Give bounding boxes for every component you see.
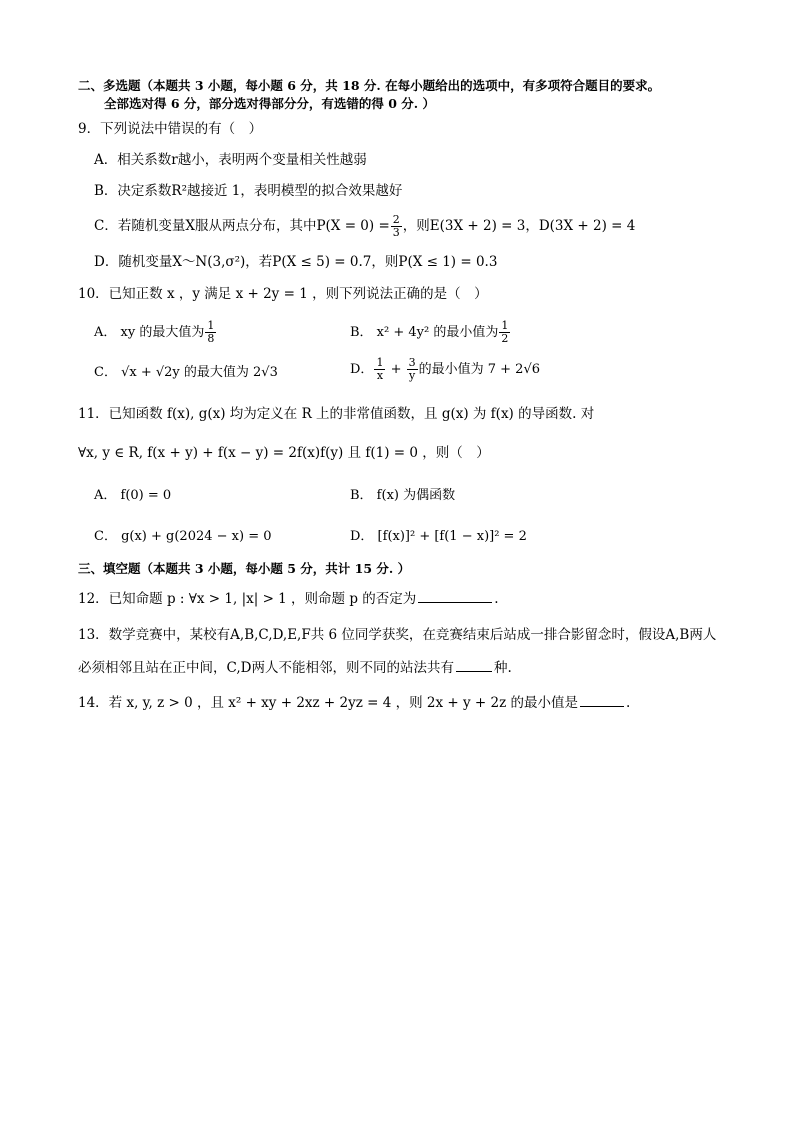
q14	[78, 694, 630, 712]
q9-option-c-prefix: C．若随机变量X服从两点分布，其中P(X = 0) =	[94, 218, 390, 234]
q14-prefix: 14．若 x, y, z > 0 ，且 x² + xy + 2xz + 2yz = 4 ，则 2x + y + 2z 的最小值是	[78, 695, 579, 711]
q11-stem-line2: ∀x, y ∈ R, f(x + y) + f(x − y) = 2f(x)f(y) 且 f(1) = 0 ，则（ ）	[78, 445, 490, 461]
q11-option-c: C． g(x) + g(2024 − x) = 0	[94, 529, 272, 544]
fraction-numerator: 1	[376, 356, 384, 369]
q12	[78, 590, 499, 608]
q10-option-b	[350, 320, 511, 345]
q11-option-d: D． [f(x)]² + [f(1 − x)]² = 2	[350, 529, 527, 544]
q11-stem-line1: 11．已知函数 f(x), g(x) 均为定义在 R 上的非常值函数，且 g(x) 为 f(x) 的导函数. 对	[78, 406, 595, 422]
section2-header-line1: 二、多选题（本题共 3 小题，每小题 6 分，共 18 分. 在每小题给出的选项中，有多项符合题目的要求。	[78, 78, 661, 93]
q14-suffix: .	[626, 695, 631, 711]
q12-prefix: 12．已知命题 p : ∀x > 1, |x| > 1 ，则命题 p 的否定为	[78, 591, 417, 607]
fraction-denominator: 2	[501, 332, 509, 345]
fraction-denominator: 8	[207, 332, 215, 345]
q9-option-b: B．决定系数R²越接近 1，表明模型的拟合效果越好	[94, 183, 403, 199]
fraction-numerator: 2	[392, 213, 400, 226]
section2-header-line2: 全部选对得 6 分，部分选对得部分分，有选错的得 0 分. ）	[104, 96, 436, 111]
fraction-denominator: x	[376, 369, 384, 382]
q13-line1: 13．数学竞赛中，某校有A,B,C,D,E,F共 6 位同学获奖，在竞赛结束后站成一排合影留念时，假设A,B两人	[78, 627, 717, 643]
q11-option-b: B． f(x) 为偶函数	[350, 488, 456, 503]
q10-option-d-prefix: D．	[350, 362, 374, 377]
q9-option-a: A．相关系数r越小，表明两个变量相关性越弱	[94, 152, 367, 168]
q11-option-a: A． f(0) = 0	[94, 488, 172, 503]
q13-line2	[78, 659, 512, 677]
q9-option-d: D．随机变量X～N(3,σ²)，若P(X ≤ 5) = 0.7，则P(X ≤ 1) = 0.3	[94, 254, 498, 270]
q13-line2-prefix: 必须相邻且站在正中间，C,D两人不能相邻，则不同的站法共有	[78, 660, 454, 676]
q12-suffix: .	[494, 591, 499, 607]
q9-option-c	[94, 214, 635, 239]
q10-option-a-prefix: A． xy 的最大值为	[94, 325, 205, 340]
q9-option-c-suffix: ，则E(3X + 2) = 3，D(3X + 2) = 4	[402, 218, 636, 234]
q10-option-d-fraction-2	[407, 357, 418, 382]
q10-option-a-fraction	[205, 320, 216, 345]
q10-option-c: C． √x + √2y 的最大值为 2√3	[94, 365, 278, 380]
q10-option-b-fraction	[499, 320, 510, 345]
q10-option-a	[94, 320, 217, 345]
q10-stem: 10．已知正数 x ，y 满足 x + 2y = 1 ，则下列说法正确的是（ ）	[78, 286, 488, 302]
q10-option-d-fraction-1	[374, 357, 385, 382]
fraction-denominator: y	[409, 369, 416, 382]
q12-answer-blank[interactable]	[418, 601, 492, 603]
q14-answer-blank[interactable]	[580, 705, 624, 707]
q10-option-d: D． $\frac{1}{x}$ + $\frac{3}{y}$ 的最小值为 7 + 2√6	[350, 356, 540, 382]
q13-answer-blank[interactable]	[456, 670, 492, 672]
fraction-numerator: 3	[408, 356, 416, 369]
q10-option-b-prefix: B． x² + 4y² 的最小值为	[350, 325, 499, 340]
section3-header: 三、填空题（本题共 3 小题，每小题 5 分，共计 15 分. ）	[78, 561, 411, 576]
q13-line2-suffix: 种.	[493, 660, 512, 676]
fraction-denominator: 3	[392, 226, 400, 239]
q10-option-d-suffix: 的最小值为 7 + 2√6	[418, 362, 540, 377]
fraction-numerator: 1	[501, 319, 509, 332]
q9-option-c-fraction	[391, 214, 402, 239]
fraction-numerator: 1	[207, 319, 215, 332]
q9-stem: 9．下列说法中错误的有（ ）	[78, 121, 263, 137]
